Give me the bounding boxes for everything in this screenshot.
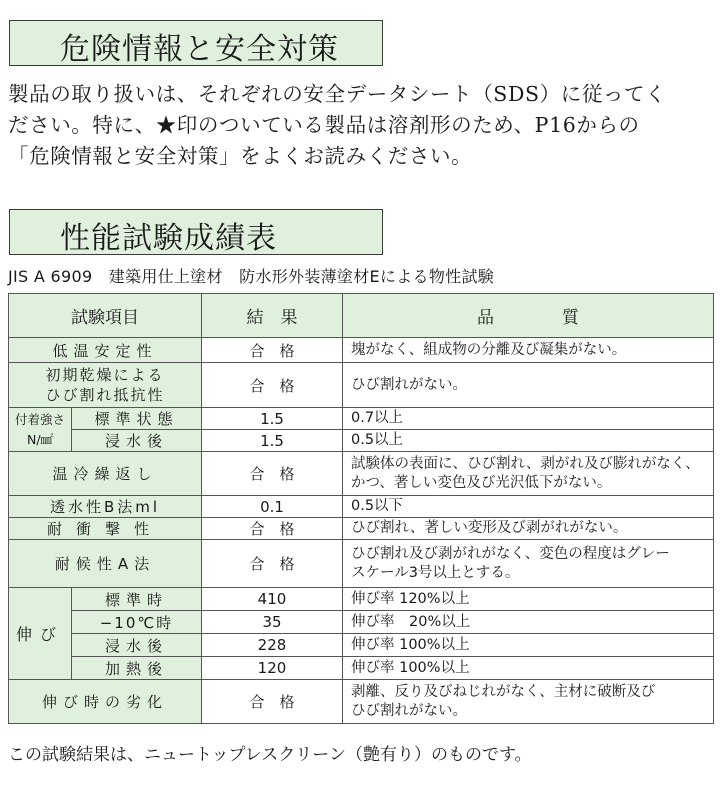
row-item: 標準時: [72, 588, 202, 611]
row-item: 耐衝撃性: [9, 518, 202, 540]
table-row: [9, 518, 714, 540]
row-quality: 0.7以上: [343, 408, 714, 430]
row-quality: ひび割れがない。: [343, 363, 714, 408]
row-quality: [343, 680, 714, 724]
paragraph-line: 「危険情報と安全対策」をよくお読みください。: [8, 144, 473, 168]
header-item: 試験項目: [9, 294, 202, 338]
header-quality: 品 質: [343, 294, 714, 338]
row-result: 合 格: [202, 452, 343, 496]
row-result: 合 格: [202, 338, 343, 363]
quality-line: ひび割れがない。: [351, 702, 467, 719]
table-row: [9, 363, 714, 408]
row-result: 1.5: [202, 430, 343, 452]
row-quality: ひび割れ、著しい変形及び剥がれがない。: [343, 518, 714, 540]
table-row: [9, 657, 714, 680]
table-row: [9, 452, 714, 496]
quality-line: 試験体の表面に、ひび割れ、剥がれ及び膨れがなく、: [351, 455, 700, 472]
paragraph-line: 製品の取り扱いは、それぞれの安全データシート（SDS）に従ってく: [8, 82, 667, 106]
table-row: [9, 540, 714, 588]
quality-line: 剥離、反り及びねじれがなく、主材に破断及び: [351, 683, 656, 700]
row-item: 透水性B法ml: [9, 496, 202, 518]
row-item: 伸び時の劣化: [9, 680, 202, 724]
test-standard-subtitle: JIS A 6909 建築用仕上塗材 防水形外装薄塗材Eによる物性試験: [8, 267, 495, 286]
row-item: 標準状態: [72, 408, 202, 430]
row-quality: 塊がなく、組成物の分離及び凝集がない。: [343, 338, 714, 363]
table-row: [9, 611, 714, 634]
row-result: 410: [202, 588, 343, 611]
row-quality: [343, 452, 714, 496]
row-item: −10℃時: [72, 611, 202, 634]
adhesion-group-label: [9, 408, 72, 452]
performance-heading-text: 性能試験成績表: [60, 221, 277, 256]
performance-table: [8, 293, 714, 724]
table-row: [9, 430, 714, 452]
table-row: [9, 338, 714, 363]
elongation-group-label: 伸び: [9, 588, 72, 680]
table-row: [9, 588, 714, 611]
paragraph-line: ださい。特に、★印のついている製品は溶剤形のため、P16からの: [8, 113, 640, 137]
row-result: 228: [202, 634, 343, 657]
row-quality: [343, 540, 714, 588]
table-row: [9, 408, 714, 430]
row-result: 合 格: [202, 540, 343, 588]
row-quality: 伸び率 20%以上: [343, 611, 714, 634]
row-item: 加熱後: [72, 657, 202, 680]
section-heading-performance: [9, 209, 383, 255]
row-result: 35: [202, 611, 343, 634]
row-result: 合 格: [202, 518, 343, 540]
row-quality: 0.5以上: [343, 430, 714, 452]
row-result: 1.5: [202, 408, 343, 430]
quality-line: ひび割れ及び剥がれがなく、変色の程度はグレー: [351, 545, 670, 562]
table-row: [9, 634, 714, 657]
header-result: 結 果: [202, 294, 343, 338]
group-line: N/㎟: [26, 431, 54, 447]
item-line: ひび割れ抵抗性: [45, 386, 165, 404]
row-item: 温冷繰返し: [9, 452, 202, 496]
row-quality: 伸び率 120%以上: [343, 588, 714, 611]
row-item: 浸水後: [72, 430, 202, 452]
item-line: 初期乾燥による: [45, 366, 165, 384]
row-quality: 伸び率 100%以上: [343, 657, 714, 680]
table-header-row: [9, 294, 714, 338]
row-result: 0.1: [202, 496, 343, 518]
section-heading-hazard: [9, 20, 383, 66]
row-item: [9, 363, 202, 408]
quality-line: スケール3号以上とする。: [351, 564, 520, 581]
quality-line: かつ、著しい変色及び光沢低下がない。: [351, 474, 612, 491]
table-row: [9, 496, 714, 518]
row-item: 浸水後: [72, 634, 202, 657]
footnote: この試験結果は、ニュートップレスクリーン（艶有り）のものです。: [8, 745, 532, 765]
row-item: 低温安定性: [9, 338, 202, 363]
row-result: 合 格: [202, 680, 343, 724]
hazard-heading-text: 危険情報と安全対策: [60, 32, 339, 67]
row-result: 合 格: [202, 363, 343, 408]
row-result: 120: [202, 657, 343, 680]
row-quality: 0.5以下: [343, 496, 714, 518]
row-item: 耐候性A法: [9, 540, 202, 588]
hazard-paragraph: [8, 79, 720, 172]
group-line: 付着強さ: [14, 411, 65, 427]
row-quality: 伸び率 100%以上: [343, 634, 714, 657]
table-row: [9, 680, 714, 724]
